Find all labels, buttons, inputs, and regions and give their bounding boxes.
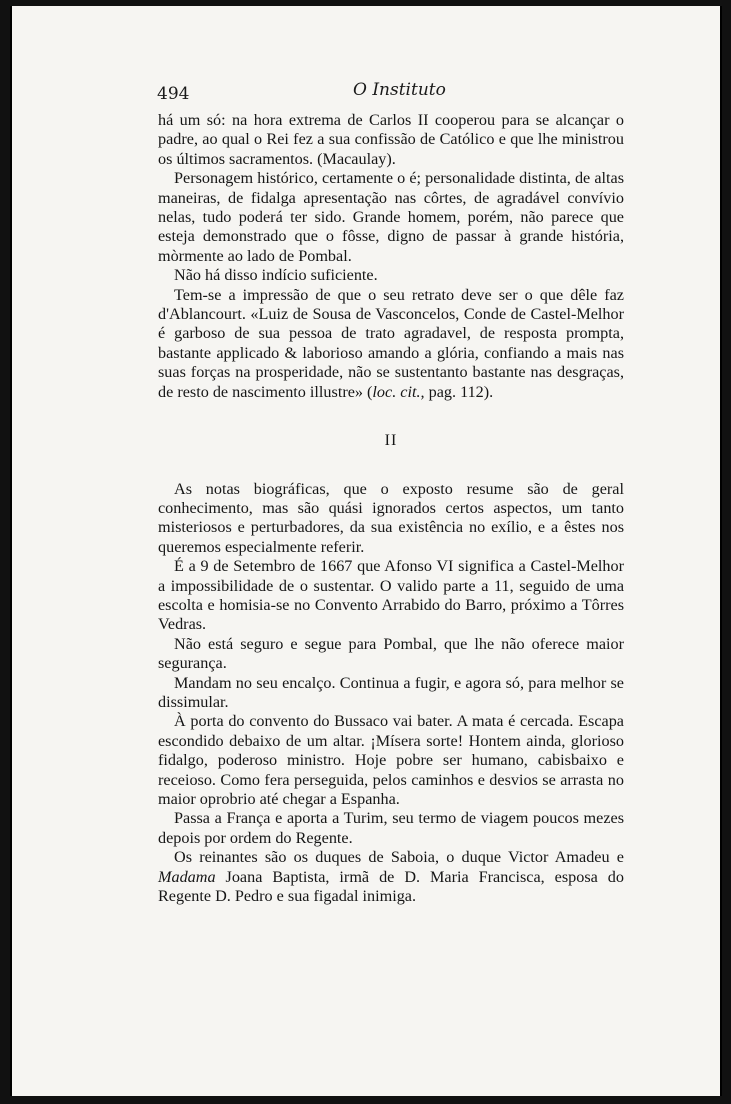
body-text [158,111,624,906]
paragraph: há um só: na hora extrema de Carlos II cooperou para se alcançar o padre, ao qual o Rei fez a sua confissão de Católico e que lhe ministrou os últimos sacramentos. (Macaulay). [158,111,624,168]
citation-italic: loc. cit., [372,382,425,401]
paragraph: Personagem histórico, certamente o é; personalidade distinta, de altas maneiras, de fidalga apresentação nas côrtes, de agradável convívio nelas, tudo poderá ter sido. Grande homem, porém, não parece que esteja demonstrado que o fôsse, digno de passar à grande história, mòrmente ao lado de Pombal. [158,169,624,265]
paragraph-text: Joana Baptista, irmã de D. Maria Francisca, esposa do Regente D. Pedro e sua figadal inimiga. [158,867,624,906]
paragraph [158,286,624,402]
paragraph: Não há disso indício suficiente. [174,266,378,285]
page-header [157,80,637,106]
page-number: 494 [157,84,190,104]
paragraph [158,848,624,906]
section-heading: II [384,432,398,450]
paragraph: Mandam no seu encalço. Continua a fugir, e agora só, para melhor se dissimular. [158,673,624,711]
paragraph: Passa a França e aporta a Turim, seu termo de viagem poucos mezes depois por ordem do Regente. [158,809,624,847]
paragraph: Não está seguro e segue para Pombal, que lhe não oferece maior segurança. [158,634,624,673]
running-head: O Instituto [353,80,446,100]
paragraph-text: pag. 112). [424,382,494,401]
paragraph: As notas biográficas, que o exposto resume são de geral conhecimento, mas são quási ignorados certos aspectos, um tanto misteriosos e perturbadores, da sua existência no exílio, e a êstes nos queremos especialmente referir. [158,479,624,556]
name-italic: Madama [158,867,216,886]
paragraph-text: Tem-se a impressão de que o seu retrato deve ser o que dêle faz d'Ablancourt. «Luiz de Sousa de Vasconcelos, Conde de Castel-Melhor é garboso de sua pessoa de trato agradavel, de resposta prompta, bastante applicado & laborioso amando a glória, confiando a mais nas suas forças na prosperidade, não se sustentanto bastante nas desgraças, de resto de nascimento illustre» ( [158,285,624,401]
paragraph: À porta do convento do Bussaco vai bater. A mata é cercada. Escapa escondido debaixo de um altar. ¡Mísera sorte! Hontem ainda, glorioso fidalgo, poderoso ministro. Hoje pobre ser humano, cabisbaixo e receioso. Como fera perseguida, pelos caminhos e desvios se arrasta no maior oprobrio até chegar a Espanha. [158,712,624,808]
paragraph-text: Os reinantes são os duques de Saboia, o duque Victor Amadeu e [174,848,624,867]
paragraph: É a 9 de Setembro de 1667 que Afonso VI significa a Castel-Melhor a impossibilidade de o sustentar. O valido parte a 11, seguido de uma escolta e homisia-se no Convento Arrabido do Barro, próximo a Tôrres Vedras. [158,557,624,634]
